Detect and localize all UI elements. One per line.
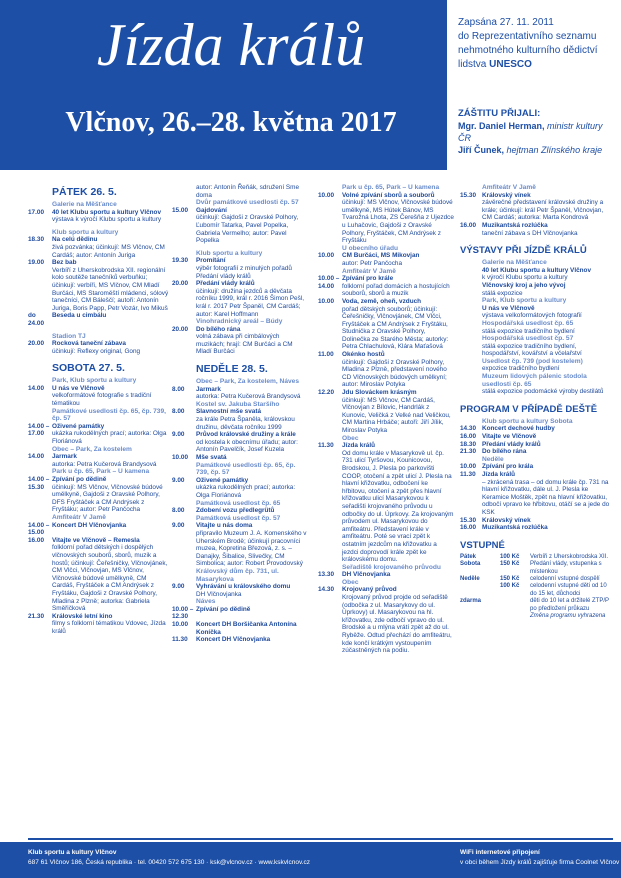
program-item: 8.00 Jarmark autorka: Petra Kučerová Brandysová <box>172 385 301 401</box>
location: Vinohradnický areál – Búdy <box>196 318 283 326</box>
program-column-2: autor: Antonín Řeňák, sdružení Sme doma Dvůr památkové usedlosti čp. 57 15.00 Gajdování účinkují: Gajdoši z Oravské Polhory, Ľubomír Tatarka, Pavel Popelka, Gabriela Vermelho; autor: Pavel Popelka Klub sportu a kultury 19.30 Promítání výběr fotografií z minulých pořadů Předání vlády králů 20.00 Předání vlády králů účinkují: družina jezdců a děvčata ročníku 1999, král r. 2016 Šimon Pešl, král r. 2017 Petr Španěl, CM Cardáš; autor: Karel Hoffmann Vinohradnický areál – Búdy 20.00 Do bílého rána volná zábava při cimbálových muzikách; hrají: CM Burčáci a CM Mladí Burčáci NEDĚLE 28. 5. Obec – Park, Za kostelem, Náves 8.00 Jarmark autorka: Petra Kučerová Brandysová Kostel sv. Jakuba Staršího 8.00 Slavnostní mše svatá za krále Petra Španěla, královskou družinu, děvčata ročníku 1999 9.00 Průvod královské družiny a krále od kostela k obecnímu úřadu; autor: Antonín Pavelčík, Josef Kuzela 10.00 Mše svatá Památkové usedlosti čp. 65, čp. 739, čp. 57 9.00 Oživené památky ukázka rukodělných prací; autorka: Olga Floriánová Památková usedlost čp. 65 8.00 Zdobení vozu předlegrütů Památková usedlost čp. 57 9.00 Vitajte u nás doma připravilo Muzeum J. A. Komenského v Uherském Brodě; účinkují pracovníci muzea, Kopretina Březová, z. s. – Danajky, Šibalice, Slivečky, CM Simbolica; autor: Robert Provodovský Královský dům čp. 731, ul. Masarykova 9.00 Vyhrávání u královského domu DH Vlčnovjanka Náves 10.00 – 12.30 Zpívání po dědině 10.00 Koncert DH Boršičanka Antonína Koníčka 11.30 Koncert DH Vlčnovjanka <box>172 184 307 644</box>
program-item: 9.00 Oživené památky ukázka rukodělných prací; autorka: Olga Floriánová <box>172 476 296 499</box>
location: Klub sportu a kultury <box>52 228 119 236</box>
location: Muzeum lidových pálenic stodola usedlosti čp. 65 <box>482 373 587 388</box>
location: Obec <box>342 434 359 442</box>
program-item: 21.30 Do bílého rána <box>460 448 527 456</box>
location: Park, Klub sportu a kultury <box>482 297 567 305</box>
program-item: 10.00 Voda, země, oheň, vzduch pořad dětských souborů; účinkují: Čeřešničky, Vlčnovjánek, CM Vlčci, Fryštáček a CM Andrýsek z Fryštáku, Studnička z Oravské Polhory, Dolinečka ze Starého Města; autorky: Petra Chlachulová, Klára Maťašová <box>318 297 449 351</box>
program-item: 17.00 40 let Klubu sportu a kultury Vlčnov výstava k výročí Klubu sportu a kultury <box>28 208 162 224</box>
location: U obecního úřadu <box>342 244 399 252</box>
footer-wifi: WiFi internetové připojení <box>460 849 540 856</box>
location: Usedlost čp. 739 (pod kostelem) <box>482 357 583 365</box>
program-item: 10.00 – 14.00 Zpívání pro krále folklorní pořad domácích a hostujících souborů, sborů a muzik <box>318 275 450 298</box>
program-item: 9.00 Vyhrávání u královského domu DH Vlčnovjanka <box>172 583 291 598</box>
location: Galerie na Měšťance <box>482 259 547 267</box>
program-item: 14.00 U nás ve Vlčnově velkoformátové fotografie s tradiční tématikou <box>28 384 152 408</box>
rain-program-heading: PROGRAM V PŘÍPADĚ DEŠTĚ <box>460 403 598 415</box>
program-item: 10.00 CM Burčáci, MS Mikovjan autor: Petr Pančocha <box>318 252 420 267</box>
program-item: 19.00 Bez bab Verbíří z Uherskobrodska XII. regionální kolo soutěže tanečníků verbuňku; účinkují: verbíři, MS Vlčnov, CM Mladí Burčáci, MS Staroměští mládenci, sólový tanečníci, CM Báleščí; autoři: Antonín Juriga, Boris Papp, Petr Vozár, Ivo Mikuš <box>28 259 169 312</box>
program-item: 8.00 Zdobení vozu předlegrütů <box>172 507 275 515</box>
location: Hospodářská usedlost čp. 65 <box>482 319 574 327</box>
program-item: 14.00 – 17.00 Oživené památky ukázka rukodělných prací; autorka: Olga Floriánová <box>28 422 167 446</box>
page-subtitle: Vlčnov, 26.–28. května 2017 <box>65 107 397 138</box>
program-item: 8.00 Slavnostní mše svatá za krále Petra Španěla, královskou družinu, děvčata ročníku 1999 <box>172 408 295 431</box>
location: Obec – Park, Za kostelem <box>52 445 132 453</box>
program-item: 16.00 Vitajte ve Vlčnově <box>460 433 537 441</box>
location: Obec <box>342 578 359 586</box>
program-item: 15.00 Gajdování účinkují: Gajdoši z Oravské Polhory, Ľubomír Tatarka, Pavel Popelka, Gabriela Vermelho; autor: Pavel Popelka <box>172 206 299 245</box>
header-banner <box>0 0 447 170</box>
patrons: ZÁŠTITU PŘIJALI: Mgr. Daniel Herman, ministr kultury ČR Jiří Čunek, hejtman Zlínského kraje <box>458 108 618 156</box>
location: Náves <box>196 598 216 606</box>
program-item: do 24.00 Beseda u cimbálu <box>28 312 107 327</box>
footer-divider <box>28 838 613 840</box>
location: Královský dům čp. 731, ul. Masarykova <box>196 567 279 583</box>
program-item: 14.00 Jarmark autorka: Petra Kučerová Brandysová <box>28 453 157 468</box>
program-item: 11.30 Jízda králů – zkrácená trasa – od domu krále čp. 731 na hlavní křižovatku, dále ul. J. Plesla ke Keramice Moštěk, zpět na hlavní křižovatku, odbočí vpravo ke hřbitovu, otáčí se a jede do KSK <box>460 471 610 516</box>
exhibitions-heading: VÝSTAVY PŘI JÍZDĚ KRÁLŮ <box>460 245 587 257</box>
unesco-note: Zapsána 27. 11. 2011 do Reprezentativního seznamu nehmotného kulturního dědictví lidstva UNESCO <box>458 17 598 70</box>
location: Amfiteátr V Jamě <box>52 513 106 521</box>
day-heading-sunday: NEDĚLE 28. 5. <box>196 363 268 376</box>
program-item: 14.30 Koncert dechové hudby <box>460 425 555 433</box>
program-item: 19.30 Promítání výběr fotografií z minulých pořadů Předání vlády králů <box>172 257 292 280</box>
location: Památkové usedlosti čp. 65, čp. 739, čp. 57 <box>52 407 166 423</box>
day-heading-friday: PÁTEK 26. 5. <box>52 186 117 198</box>
footer-organizer: Klub sportu a kultury Vlčnov <box>28 849 117 856</box>
location: Stadion TJ <box>52 332 86 340</box>
program-column-3 <box>318 184 454 655</box>
program-item: 10.00 – 12.30 Zpívání po dědině <box>172 605 251 621</box>
location: Dvůr památkové usedlosti čp. 57 <box>196 199 299 207</box>
patrons-heading: ZÁŠTITU PŘIJALI: <box>458 108 541 119</box>
footer <box>0 842 621 878</box>
program-item: 9.00 Vitajte u nás doma připravilo Muzeum J. A. Komenského v Uherském Brodě; účinkují pracovníci muzea, Kopretina Březová, z. s. – Danajky, Šibalice, Slivečky, CM Simbolica; autor: Robert Provodovský <box>172 522 307 568</box>
program-item: 15.30 Královský vínek <box>460 516 531 524</box>
page-title: Jízda králů <box>96 12 366 78</box>
program-item: 21.30 Královské letní kino filmy s folklorní tématikou Vdovec, Jízda králů <box>28 612 166 635</box>
program-item: 20.00 Rocková taneční zábava účinkují: Reflexy original, Gong <box>28 340 141 355</box>
tickets-heading: VSTUPNÉ <box>460 539 505 551</box>
program-item: 16.00 Muzikantská rozlúčka taneční zábava s DH Vlčnovjanka <box>460 221 578 237</box>
program-item: 10.00 Mše svatá <box>172 454 227 461</box>
program-item: 12.20 Jdu Slováckem krásným účinkují: MS Vlčnov, CM Cardáš, Vlčnovjan z Bílovic, Handrlák z Kunovic, Veličká z Velké nad Veličkou, CM Martina Hrbáče; autoři: Jiří Jílik, Miroslav Potyka <box>318 389 451 434</box>
program-item: 10.00 Volné zpívání sborů a souborů účinkují: MS Vlčnov, Vlčnovské búdové umělkyně, MS Hútek Bánov, MS Tvarožná Lhota, ZS Čerešňa z Ujezdce u Luhačovic, Gajdoši z Oravské Polhory, Fryštáček, CM Andrýsek z Fryštáku <box>318 191 454 245</box>
program-item: 11.00 Okénko hostů účinkují: Gajdoši z Oravské Polhory, Mladina z Plzně, představení nového CD Vlčnovských búdových umělkyní; autor: Miroslav Potyka <box>318 351 447 389</box>
program-item: 14.00 – 15.30 Zpívání po dědině účinkují: MS Vlčnov, Vlčnovské búdové umělkyně, Gajdoši z Oravské Polhory, DFS Fryštáček a CM Andrýsek z Fryštáku; autor: Petr Pančocha <box>28 476 163 514</box>
location: Park u čp. 65, Park – U kamena <box>342 184 440 191</box>
program-column-4: Amfiteátr V Jamě 15.30 Královský vínek závěrečné představení královské družiny a krále; účinkují: král Petr Španěl, Vlčnovjan, CM Cardáš; autorka: Marta Kondrová 16.00 Muzikantská rozlúčka taneční zábava s DH Vlčnovjanka VÝSTAVY PŘI JÍZDĚ KRÁLŮ Galerie na Měšťance 40 let Klubu sportu a kultury Vlčnov k výročí Klubu sportu a kultury Vlčnovský kroj a jeho vývoj stálá expozice Park, Klub sportu a kultury U nás ve Vlčnově výstava velkoformátových fotografií Hospodářská usedlost čp. 65 stálá expozice tradičního bydlení Hospodářská usedlost čp. 57 stálá expozice tradičního bydlení, hospodářství, kovářství a včelařství Usedlost čp. 739 (pod kostelem) expozice tradičního bydlení Muzeum lidových pálenic stodola usedlosti čp. 65 stálá expozice podomácké výroby destilátů PROGRAM V PŘÍPADĚ DEŠTĚ Klub sportu a kultury Sobota 14.30 Koncert dechové hudby 16.00 Vitajte ve Vlčnově 18.30 Předání vlády králů 21.30 Do bílého rána Neděle 10.00 Zpívání pro krála 11.30 Jízda králů – zkrácená trasa – od domu krále čp. 731 na hlavní křižovatku, dále ul. J. Plesla ke Keramice Moštěk, zpět na hlavní křižovatku, odbočí vpravo ke hřbitovu, otáčí se a jede do KSK 15.30 Královský vínek 16.00 Muzikantská rozlúčka VSTUPNÉ Pátek 100 Kč Verbíři z Uherskobrodska XII. Sobota 150 Kč Předání vlády, vstupenka s místenkou Neděle 150 Kč celodenní vstupné dospělí 100 Kč celodenní vstupné děti od 10 do 15 let, důchodci zdarma děti do 10 let a držitelé ZTP/P po předložení průkazu Změna programu vyhrazena <box>460 184 612 620</box>
location: Galerie na Měšťance <box>52 201 117 208</box>
location: Kostel sv. Jakuba Staršího <box>196 400 280 408</box>
location: Amfiteátr V Jamě <box>342 267 396 275</box>
location: Park, Klub sportu a kultury <box>52 377 137 385</box>
program-item: 14.00 – 15.00 Koncert DH Vlčnovjanka <box>28 521 127 537</box>
location: Obec – Park, Za kostelem, Náves <box>196 378 299 386</box>
program-item: 20.00 Do bílého rána volná zábava při cimbálových muzikách; hrají: CM Burčáci a CM Mladí Burčáci <box>172 325 293 356</box>
day-heading-saturday: SOBOTA 27. 5. <box>52 362 125 375</box>
location: Klub sportu a kultury <box>196 249 263 257</box>
location: Památková usedlost čp. 65 <box>196 499 281 507</box>
program-item: 14.30 Krojovaný průvod Krojovaný průvod projde od seřadiště (odbočka z ul. Masarykovy do ul. Úprkovy) ul. Masarykovou na hl. křižovatku, zde odbočí vpravo do ul. Brodské a u mlýna vrátí zpět až do ul. Ryběže. Odtud přechází do amfiteátru, kde končí krátkým vystoupením zúčastněných na podiu. <box>318 586 452 655</box>
program-item: 16.00 Muzikantská rozlúčka <box>460 524 548 532</box>
location: Památková usedlost čp. 57 <box>196 514 281 522</box>
program-item: 11.30 Jízda králů Od domu krále v Masarykově ul. čp. 731 ulicí Tyršovou, Kounicovou, Brodskou, J. Plesla po parkovišti COOP, otočení a zpět ulicí J. Plesla na hlavní křižovatku, odbočení ke hřbitovu, otočení a zpět přes hlavní křižovatku ulicí Masarykovou k seřadišti krojovaného průvodu u odbočky do ul. Úprkovy. Za krojovaným průvodem ul. Masarykovou do amfiteátru. Představení krále v amfiteátru. Poté se vrací zpět k ostatním jezdcům na křižovatku a jezdci doprovodí krále zpět ke královskému domu. <box>318 442 454 564</box>
program-item: 10.00 Koncert DH Boršičanka Antonína Koníčka <box>172 621 297 636</box>
location: Klub sportu a kultury Sobota <box>482 417 573 425</box>
program-item: 18.30 Předání vlády králů <box>460 440 541 448</box>
location: Památkové usedlosti čp. 65, čp. 739, čp. 57 <box>196 461 296 477</box>
footer-wifi-note: v obci během Jízdy králů zajišťuje firma Coolnet Vlčnov <box>460 859 620 866</box>
program-item: 11.30 Koncert DH Vlčnovjanka <box>172 636 271 644</box>
footer-contact: 687 61 Vlčnov 186, Česká republika · tel. 00420 572 675 130 · ksk@vlcnov.cz · www.kskvlcnov.cz <box>28 859 311 866</box>
tickets-table: Pátek 100 Kč Verbíři z Uherskobrodska XII. Sobota 150 Kč Předání vlády, vstupenka s místenkou Neděle 150 Kč celodenní vstupné dospělí 100 Kč celodenní vstupné děti od 10 do 15 let, důchodci zdarma děti do 10 let a držitelé ZTP/P po předložení průkazu Změna programu vyhrazena <box>460 553 609 619</box>
location: Amfiteátr V Jamě <box>482 184 536 191</box>
program-item: 10.00 Zpívání pro krála <box>460 463 534 471</box>
program-item: 15.30 Královský vínek závěrečné představení královské družiny a krále; účinkují: král Petr Španěl, Vlčnovjan, CM Cardáš; autorka: Marta Kondrová <box>460 191 604 222</box>
program-column-1 <box>28 184 170 635</box>
program-item: 9.00 Průvod královské družiny a krále od kostela k obecnímu úřadu; autor: Antonín Pavelčík, Josef Kuzela <box>172 431 298 454</box>
location: Seřadiště krojovaného průvodu <box>342 563 441 571</box>
location: Hospodářská usedlost čp. 57 <box>482 335 574 343</box>
program-item: 13.30 DH Vlčnovjanka <box>318 571 391 579</box>
program-item: 20.00 Předání vlády králů účinkují: družina jezdců a děvčata ročníku 1999, král r. 2016 Šimon Pešl, král r. 2017 Petr Španěl, CM Cardáš; autor: Karel Hoffmann <box>172 280 304 318</box>
program-item: 16.00 Vitajte ve Vlčnově – Remesla folklorní pořad dětských i dospělých vlčnovských souborů, sborů, muzik a hostů; účinkují: Čeřešničky, Vlčnovjánek, CM Vlčci, Vlčnovjan, MS Vlčnov, Vlčnovské búdové umělkyně, CM Cardáš, Fryštáček a CM Andrýsek z Fryštáku, Gajdoši z Oravské Polhory, Mladina z Plzně; autorka: Gabriela Směřičková <box>28 536 168 613</box>
location: Neděle <box>482 455 504 463</box>
location: Park u čp. 65, Park – U kamena <box>52 468 150 476</box>
program-item: 18.30 Na celú dědinu živá pozvánka; účinkují: MS Vlčnov, CM Cardáš; autor: Antonín Juriga <box>28 236 165 259</box>
